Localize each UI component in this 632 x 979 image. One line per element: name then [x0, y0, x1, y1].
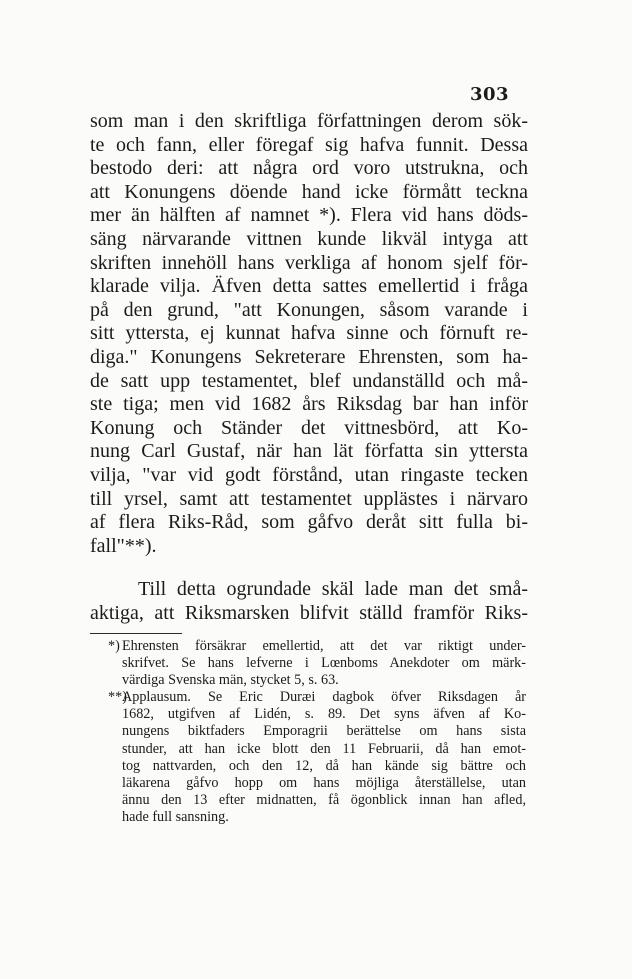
text-line: fall"**).: [90, 534, 157, 557]
footnote-2-line: [108, 689, 526, 706]
text-line: till yrsel, samt att testamentet upplästes i närvaro: [90, 487, 528, 510]
text-line: klarade vilja. Äfven detta sattes emellertid i fråga: [90, 275, 528, 298]
text-line: sitt yttersta, ej kunnat hafva sinne och förnuft re-: [90, 322, 528, 345]
text-line: vilja, "var vid godt förstånd, utan ringaste tecken: [90, 463, 528, 486]
text-line: nung Carl Gustaf, när han lät författa sin yttersta: [90, 440, 528, 463]
page-number: 303: [470, 84, 510, 105]
footnotes: [108, 638, 526, 826]
footnote-2-line: stunder, att han icke blott den 11 Februarii, då han emot-: [122, 740, 526, 757]
footnote-2-line: läkarena gåfvo hopp om hans möjliga återställelse, utan: [122, 774, 526, 791]
footnote-2-line: 1682, utgifven af Lidén, s. 89. Det syns äfven af Ko-: [122, 706, 526, 723]
text-line: som man i den skriftliga författningen derom sök-: [90, 110, 528, 132]
text-line: mer än hälften af namnet *). Flera vid hans döds-: [90, 204, 528, 227]
second-paragraph: [90, 578, 528, 625]
main-paragraph: [90, 110, 528, 558]
text-line: skriften innehöll hans verkliga af honom sjelf för-: [90, 251, 528, 274]
text-line: på den grund, "att Konungen, såsom varande i: [90, 298, 528, 321]
footnote-1-line: skrifvet. Se hans lefverne i Lœnboms Anekdoter om märk-: [122, 655, 526, 672]
footnote-divider: [90, 633, 182, 634]
text-line: diga." Konungens Sekreterare Ehrensten, som ha-: [90, 345, 528, 368]
footnote-2-mark: **): [108, 689, 127, 706]
footnote-1-line: [108, 638, 526, 655]
text-line: Konung och Ständer det vittnesbörd, att Ko-: [90, 416, 528, 439]
footnote-text: Ehrensten försäkrar emellertid, att det var riktigt under-: [122, 638, 526, 654]
text-line: de satt upp testamentet, blef undanställd och må-: [90, 369, 528, 392]
footnote-2-line: hade full sansning.: [122, 808, 229, 825]
text-line: ste tiga; men vid 1682 års Riksdag bar han inför: [90, 393, 528, 416]
footnote-1-mark: *): [108, 638, 120, 654]
text-line: bestodo deri: att några ord voro utstrukna, och: [90, 157, 528, 180]
footnote-2-line: tog nattvarden, och den 12, då han kände sig bättre och: [122, 757, 526, 774]
text-line: te och fann, eller föregaf sig hafva funnit. Dessa: [90, 133, 528, 156]
text-line: Till detta ogrundade skäl lade man det små-: [138, 578, 528, 600]
text-line: aktiga, att Riksmarsken blifvit ställd framför Riks-: [90, 601, 528, 624]
footnote-2-line: nungens biktfaders Emporagrii berättelse om hans sista: [122, 723, 526, 740]
footnote-2-line: ännu den 13 efter midnatten, få ögonblick innan han afled,: [122, 791, 526, 808]
text-line: säng närvarande vittnen kunde likväl intyga att: [90, 227, 528, 250]
footnote-text: Applausum. Se Eric Duræi dagbok öfver Riksdagen år: [122, 689, 526, 706]
text-line: af flera Riks-Råd, som gåfvo deråt sitt fulla bi-: [90, 511, 528, 534]
footnote-1-line: värdiga Svenska män, stycket 5, s. 63.: [122, 672, 339, 689]
text-line: att Konungens döende hand icke förmått teckna: [90, 180, 528, 203]
